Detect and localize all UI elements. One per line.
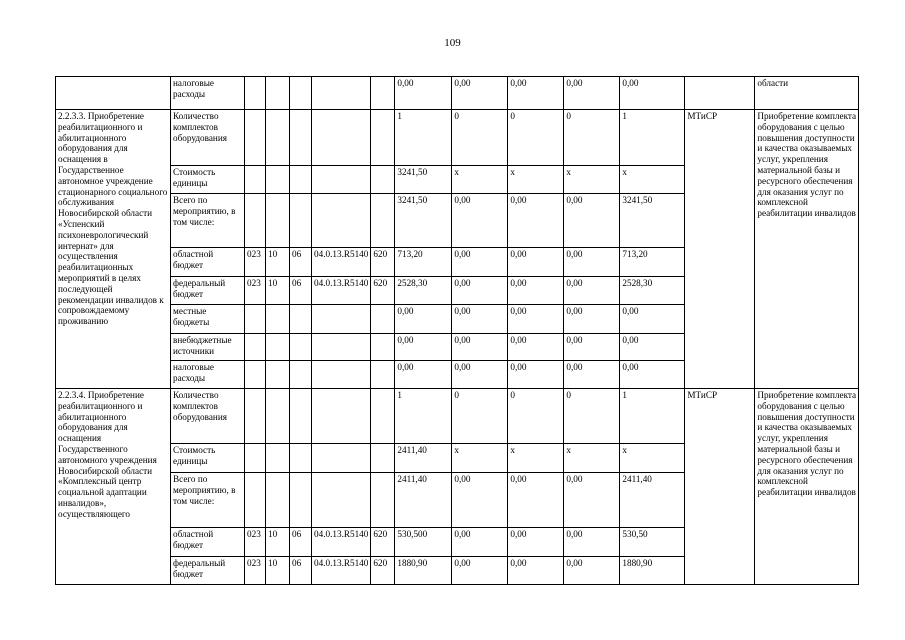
table-cell: области bbox=[755, 77, 859, 110]
amount-cell: 0,00 bbox=[452, 361, 508, 389]
table-cell: 0,00 bbox=[620, 77, 685, 110]
amount-cell: 0,00 bbox=[452, 473, 508, 528]
amount-cell: 0,00 bbox=[620, 334, 685, 361]
amount-cell: 1880,90 bbox=[395, 557, 452, 585]
budget-code bbox=[312, 194, 371, 248]
budget-code: 04.0.13.R5140 bbox=[312, 277, 371, 305]
row-label: Стоимость единицы bbox=[171, 444, 245, 473]
amount-cell: 713,20 bbox=[395, 248, 452, 277]
amount-cell: 0,00 bbox=[395, 361, 452, 389]
amount-cell: 530,500 bbox=[395, 528, 452, 557]
measure-title: 2.2.3.4. Приобретение реабилитационного и абилитационного оборудования для оснащения Государственного автономного учреждения Новосибирской области «Комплексный центр социальной адаптации инвалидов», осуществляющего bbox=[56, 389, 171, 585]
amount-cell: 2528,30 bbox=[620, 277, 685, 305]
amount-cell: 530,50 bbox=[620, 528, 685, 557]
amount-cell: 0,00 bbox=[564, 473, 620, 528]
budget-code bbox=[266, 194, 290, 248]
amount-cell: 0,00 bbox=[508, 361, 564, 389]
row-label: налоговые расходы bbox=[171, 361, 245, 389]
budget-code bbox=[290, 110, 312, 166]
budget-code bbox=[290, 473, 312, 528]
amount-cell: 3241,50 bbox=[395, 166, 452, 194]
budget-code bbox=[312, 334, 371, 361]
budget-code: 620 bbox=[371, 277, 395, 305]
measure-title: 2.2.3.3. Приобретение реабилитационного и абилитационного оборудования для оснащения в Государственное автономное учреждение стационарного социального обслуживания Новосибирской области «Успенский психоневрологический интернат» для осуществления реабилитационных мероприятий в целях последующей рекомендации инвалидов к сопровождаемому проживанию bbox=[56, 110, 171, 389]
budget-code bbox=[245, 110, 266, 166]
amount-cell: 0,00 bbox=[508, 277, 564, 305]
budget-code: 620 bbox=[371, 528, 395, 557]
budget-code: 10 bbox=[266, 248, 290, 277]
amount-cell: 0,00 bbox=[564, 361, 620, 389]
budget-code bbox=[290, 444, 312, 473]
budget-code bbox=[371, 389, 395, 444]
amount-cell: 2411,40 bbox=[395, 444, 452, 473]
table-cell bbox=[371, 77, 395, 110]
row-label: федеральный бюджет bbox=[171, 557, 245, 585]
amount-cell: 0 bbox=[564, 389, 620, 444]
table-row bbox=[56, 77, 859, 110]
amount-cell: 0,00 bbox=[452, 334, 508, 361]
row-label: внебюджетные источники bbox=[171, 334, 245, 361]
amount-cell: 0 bbox=[508, 389, 564, 444]
amount-cell: x bbox=[564, 166, 620, 194]
amount-cell: 2528,30 bbox=[395, 277, 452, 305]
budget-code bbox=[266, 166, 290, 194]
amount-cell: 0,00 bbox=[452, 557, 508, 585]
table-cell: налоговые расходы bbox=[171, 77, 245, 110]
budget-code bbox=[312, 473, 371, 528]
budget-code bbox=[290, 389, 312, 444]
row-label: Количество комплектов оборудования bbox=[171, 110, 245, 166]
budget-code bbox=[290, 334, 312, 361]
budget-code: 023 bbox=[245, 277, 266, 305]
budget-code bbox=[245, 166, 266, 194]
amount-cell: 0,00 bbox=[564, 528, 620, 557]
amount-cell: 0,00 bbox=[452, 248, 508, 277]
amount-cell: 0,00 bbox=[564, 248, 620, 277]
budget-code bbox=[266, 444, 290, 473]
budget-code bbox=[245, 334, 266, 361]
budget-code bbox=[245, 444, 266, 473]
budget-code bbox=[290, 361, 312, 389]
budget-code: 023 bbox=[245, 248, 266, 277]
budget-code bbox=[290, 305, 312, 334]
budget-code bbox=[266, 110, 290, 166]
amount-cell: x bbox=[508, 166, 564, 194]
table-cell bbox=[245, 77, 266, 110]
budget-code bbox=[312, 166, 371, 194]
budget-code bbox=[371, 110, 395, 166]
amount-cell: 1 bbox=[395, 110, 452, 166]
table-cell bbox=[290, 77, 312, 110]
amount-cell: x bbox=[508, 444, 564, 473]
page-number: 109 bbox=[444, 37, 461, 49]
budget-code bbox=[245, 389, 266, 444]
budget-code bbox=[312, 389, 371, 444]
row-label: Всего по мероприятию, в том числе: bbox=[171, 194, 245, 248]
budget-code: 620 bbox=[371, 557, 395, 585]
budget-code bbox=[266, 334, 290, 361]
amount-cell: 0,00 bbox=[452, 305, 508, 334]
table-row bbox=[56, 389, 859, 444]
amount-cell: 0,00 bbox=[508, 194, 564, 248]
program-table bbox=[55, 76, 859, 585]
budget-code bbox=[290, 166, 312, 194]
table-cell: 0,00 bbox=[452, 77, 508, 110]
budget-code bbox=[371, 194, 395, 248]
amount-cell: 1 bbox=[620, 389, 685, 444]
row-label: федеральный бюджет bbox=[171, 277, 245, 305]
amount-cell: 0,00 bbox=[508, 473, 564, 528]
budget-code bbox=[266, 361, 290, 389]
expected-result: Приобретение комплекта оборудования с целью повышения доступности и качества оказываемых услуг, укрепления материальной базы и ресурсного обеспечения для оказания услуг по комплексной реабилитации инвалидов bbox=[755, 110, 859, 389]
budget-code bbox=[371, 166, 395, 194]
table-cell bbox=[56, 77, 171, 110]
amount-cell: 0,00 bbox=[508, 334, 564, 361]
table-row bbox=[56, 110, 859, 166]
table-cell bbox=[685, 77, 755, 110]
amount-cell: x bbox=[452, 166, 508, 194]
budget-code: 04.0.13.R5140 bbox=[312, 248, 371, 277]
budget-code: 620 bbox=[371, 248, 395, 277]
budget-code bbox=[290, 194, 312, 248]
budget-code: 06 bbox=[290, 248, 312, 277]
amount-cell: x bbox=[452, 444, 508, 473]
amount-cell: 0,00 bbox=[452, 277, 508, 305]
amount-cell: 1880,90 bbox=[620, 557, 685, 585]
amount-cell: 0,00 bbox=[620, 305, 685, 334]
executor: МТиСР bbox=[685, 389, 755, 585]
amount-cell: 0,00 bbox=[620, 361, 685, 389]
amount-cell: 0,00 bbox=[564, 334, 620, 361]
row-label: Стоимость единицы bbox=[171, 166, 245, 194]
expected-result: Приобретение комплекта оборудования с целью повышения доступности и качества оказываемых услуг, укрепления материальной базы и ресурсного обеспечения для оказания услуг по комплексной реабилитации инвалидов bbox=[755, 389, 859, 585]
amount-cell: 3241,50 bbox=[395, 194, 452, 248]
budget-code bbox=[371, 305, 395, 334]
budget-code: 06 bbox=[290, 277, 312, 305]
budget-code bbox=[312, 110, 371, 166]
budget-code bbox=[312, 361, 371, 389]
amount-cell: 0,00 bbox=[508, 248, 564, 277]
row-label: областной бюджет bbox=[171, 248, 245, 277]
amount-cell: 0 bbox=[564, 110, 620, 166]
budget-code bbox=[371, 334, 395, 361]
budget-code: 023 bbox=[245, 557, 266, 585]
budget-code: 10 bbox=[266, 528, 290, 557]
budget-code bbox=[266, 389, 290, 444]
row-label: местные бюджеты bbox=[171, 305, 245, 334]
budget-code: 06 bbox=[290, 557, 312, 585]
budget-code bbox=[245, 473, 266, 528]
row-label: Всего по мероприятию, в том числе: bbox=[171, 473, 245, 528]
budget-code: 06 bbox=[290, 528, 312, 557]
amount-cell: 0,00 bbox=[508, 557, 564, 585]
row-label: Количество комплектов оборудования bbox=[171, 389, 245, 444]
amount-cell: 1 bbox=[620, 110, 685, 166]
budget-code: 023 bbox=[245, 528, 266, 557]
budget-code bbox=[245, 194, 266, 248]
amount-cell: 0 bbox=[508, 110, 564, 166]
budget-code bbox=[371, 361, 395, 389]
amount-cell: 0 bbox=[452, 389, 508, 444]
budget-code: 10 bbox=[266, 557, 290, 585]
amount-cell: 0,00 bbox=[564, 305, 620, 334]
amount-cell: 3241,50 bbox=[620, 194, 685, 248]
budget-code: 04.0.13.R5140 bbox=[312, 528, 371, 557]
budget-code: 04.0.13.R5140 bbox=[312, 557, 371, 585]
amount-cell: 713,20 bbox=[620, 248, 685, 277]
row-label: областной бюджет bbox=[171, 528, 245, 557]
amount-cell: 2411,40 bbox=[395, 473, 452, 528]
amount-cell: 0,00 bbox=[395, 334, 452, 361]
table-cell bbox=[312, 77, 371, 110]
budget-code bbox=[266, 473, 290, 528]
amount-cell: 0,00 bbox=[452, 528, 508, 557]
budget-code bbox=[245, 361, 266, 389]
table-cell: 0,00 bbox=[395, 77, 452, 110]
budget-code bbox=[312, 444, 371, 473]
budget-code: 10 bbox=[266, 277, 290, 305]
budget-code bbox=[371, 444, 395, 473]
executor: МТиСР bbox=[685, 110, 755, 389]
amount-cell: 0,00 bbox=[564, 277, 620, 305]
amount-cell: 0,00 bbox=[564, 194, 620, 248]
amount-cell: 0,00 bbox=[508, 305, 564, 334]
table-cell: 0,00 bbox=[564, 77, 620, 110]
amount-cell: x bbox=[620, 166, 685, 194]
amount-cell: x bbox=[620, 444, 685, 473]
amount-cell: 0,00 bbox=[452, 194, 508, 248]
amount-cell: 0,00 bbox=[564, 557, 620, 585]
amount-cell: 2411,40 bbox=[620, 473, 685, 528]
table-cell bbox=[266, 77, 290, 110]
amount-cell: 1 bbox=[395, 389, 452, 444]
budget-code bbox=[245, 305, 266, 334]
budget-code bbox=[371, 473, 395, 528]
amount-cell: x bbox=[564, 444, 620, 473]
amount-cell: 0,00 bbox=[395, 305, 452, 334]
amount-cell: 0,00 bbox=[508, 528, 564, 557]
budget-code bbox=[266, 305, 290, 334]
table-cell: 0,00 bbox=[508, 77, 564, 110]
budget-code bbox=[312, 305, 371, 334]
amount-cell: 0 bbox=[452, 110, 508, 166]
